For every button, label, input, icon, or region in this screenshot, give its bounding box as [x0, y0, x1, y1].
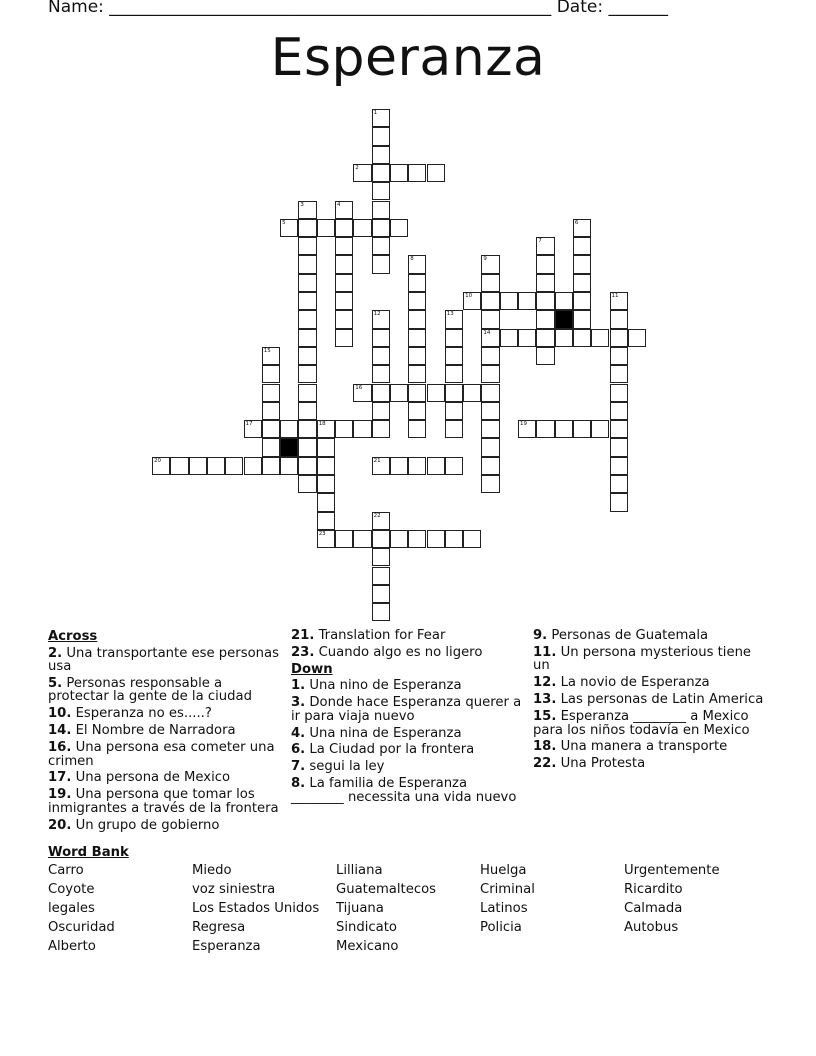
grid-cell[interactable]	[353, 164, 371, 182]
word-bank-entry: Urgentemente	[624, 863, 720, 878]
grid-cell[interactable]	[610, 457, 628, 475]
grid-cell[interactable]	[610, 292, 628, 310]
word-bank-entry: Guatemaltecos	[336, 882, 437, 897]
grid-cell[interactable]	[536, 292, 554, 310]
clue-item	[48, 724, 284, 738]
grid-cell[interactable]	[262, 457, 280, 475]
grid-cell[interactable]	[372, 146, 390, 164]
grid-cell[interactable]	[481, 347, 499, 365]
grid-cell[interactable]	[335, 310, 353, 328]
grid-cell[interactable]	[372, 347, 390, 365]
clue-number-label: 13.	[533, 692, 557, 708]
clue-text: Una persona que tomar los inmigrantes a través de la frontera	[48, 787, 279, 816]
clue-item	[291, 727, 523, 741]
word-bank-entry: Alberto	[48, 939, 96, 954]
clue-number: 11	[611, 293, 619, 299]
clue-text: Esperanza no es.....?	[71, 706, 212, 722]
clue-number: 2	[355, 164, 359, 171]
clue-number: 5	[282, 219, 286, 226]
word-bank-entry: Criminal	[480, 882, 535, 897]
grid-cell[interactable]	[445, 347, 463, 365]
clue-text: Una persona esa cometer una crimen	[48, 740, 275, 769]
grid-cell[interactable]	[408, 384, 426, 402]
clue-text: Un persona mysterious tiene un	[533, 644, 752, 674]
grid-cell[interactable]	[317, 438, 335, 456]
clue-number: 3	[300, 201, 304, 208]
grid-cell[interactable]	[317, 530, 335, 548]
word-bank-entry: Regresa	[192, 920, 246, 935]
clue-text: Una transportante ese personas usa	[48, 645, 279, 674]
grid-cell[interactable]	[427, 164, 445, 182]
clue-number-label: 18.	[533, 739, 557, 755]
grid-cell[interactable]	[372, 457, 390, 475]
grid-cell[interactable]	[207, 457, 225, 475]
word-bank-entry: Mexicano	[336, 939, 399, 954]
grid-cell[interactable]	[445, 402, 463, 420]
grid-cell[interactable]	[372, 402, 390, 420]
grid-cell[interactable]	[555, 420, 573, 438]
word-bank-title: Word Bank	[48, 845, 129, 860]
grid-cell[interactable]	[317, 420, 335, 438]
clue-item	[533, 757, 769, 771]
grid-cell[interactable]	[481, 402, 499, 420]
grid-cell[interactable]	[298, 420, 316, 438]
grid-cell[interactable]	[427, 384, 445, 402]
grid-cell[interactable]	[463, 384, 481, 402]
grid-cell[interactable]	[463, 530, 481, 548]
word-bank-entry: Latinos	[480, 901, 528, 916]
clue-item	[291, 629, 523, 643]
grid-cell[interactable]	[298, 219, 316, 237]
grid-cell[interactable]	[408, 255, 426, 273]
clue-item	[48, 771, 284, 785]
grid-cell[interactable]	[390, 530, 408, 548]
grid-cell[interactable]	[390, 164, 408, 182]
grid-cell[interactable]	[262, 420, 280, 438]
grid-cell[interactable]	[372, 182, 390, 200]
grid-cell[interactable]	[445, 457, 463, 475]
grid-cell[interactable]	[555, 292, 573, 310]
grid-cell[interactable]	[481, 329, 499, 347]
grid-cell[interactable]	[335, 274, 353, 292]
grid-cell[interactable]	[372, 219, 390, 237]
grid-cell[interactable]	[262, 384, 280, 402]
grid-cell[interactable]	[573, 219, 591, 237]
grid-cell[interactable]	[225, 457, 243, 475]
grid-cell[interactable]	[298, 237, 316, 255]
grid-cell[interactable]	[445, 384, 463, 402]
clue-text: Translation for Fear	[314, 628, 446, 643]
clue-item	[533, 710, 769, 737]
clue-item	[291, 743, 523, 757]
clue-number-label: 2.	[48, 645, 63, 661]
clue-text: Las personas de Latin America	[556, 692, 764, 708]
grid-cell[interactable]	[335, 530, 353, 548]
clue-text: Cuando algo es no ligero	[314, 644, 483, 660]
grid-cell[interactable]	[298, 347, 316, 365]
grid-cell[interactable]	[335, 219, 353, 237]
grid-cell[interactable]	[610, 420, 628, 438]
grid-cell[interactable]	[408, 457, 426, 475]
grid-cell[interactable]	[372, 237, 390, 255]
clue-item	[533, 740, 769, 754]
clue-number: 8	[410, 256, 414, 263]
word-bank-entry: Huelga	[480, 863, 527, 878]
word-bank-entry: Tijuana	[336, 901, 384, 916]
grid-cell[interactable]	[298, 274, 316, 292]
grid-cell[interactable]	[372, 603, 390, 621]
clue-number-label: 16.	[48, 740, 72, 756]
clue-text: Una nina de Esperanza	[305, 725, 462, 741]
grid-cell[interactable]	[610, 347, 628, 365]
clue-number-label: 9.	[533, 628, 548, 643]
grid-cell[interactable]	[317, 512, 335, 530]
grid-cell[interactable]	[445, 420, 463, 438]
grid-cell[interactable]	[262, 347, 280, 365]
grid-cell[interactable]	[372, 164, 390, 182]
clues-column-2	[291, 628, 523, 808]
grid-cell[interactable]	[481, 310, 499, 328]
word-bank-entry: Autobus	[624, 920, 679, 935]
clue-number-label: 4.	[291, 725, 306, 741]
word-bank-entry: Esperanza	[192, 939, 261, 954]
grid-cell[interactable]	[573, 274, 591, 292]
clue-item	[291, 696, 523, 723]
grid-cell[interactable]	[445, 310, 463, 328]
clue-number: 13	[446, 311, 454, 318]
grid-cell[interactable]	[372, 127, 390, 145]
clue-text: El Nombre de Narradora	[71, 723, 236, 739]
clue-text: Personas responsable a protectar la gente de la ciudad	[48, 675, 252, 705]
clue-number: 6	[574, 219, 579, 226]
grid-cell[interactable]	[445, 329, 463, 347]
grid-cell[interactable]	[518, 420, 536, 438]
grid-cell[interactable]	[189, 457, 207, 475]
clue-number: 9	[483, 256, 487, 263]
grid-cell[interactable]	[262, 438, 280, 456]
grid-cell[interactable]	[591, 329, 609, 347]
grid-cell[interactable]	[573, 237, 591, 255]
clue-text: La novio de Esperanza	[556, 675, 710, 691]
clue-number: 12	[373, 311, 381, 318]
grid-cell[interactable]	[298, 201, 316, 219]
grid-cell[interactable]	[573, 310, 591, 328]
clue-text: segui la ley	[305, 759, 385, 775]
grid-cell[interactable]	[610, 493, 628, 511]
grid-cell[interactable]	[408, 530, 426, 548]
grid-cell[interactable]	[481, 457, 499, 475]
grid-cell[interactable]	[335, 201, 353, 219]
grid-cell[interactable]	[353, 384, 371, 402]
grid-cell[interactable]	[372, 384, 390, 402]
clue-number-label: 7.	[291, 759, 306, 775]
grid-cell[interactable]	[481, 420, 499, 438]
word-bank-entry: Los Estados Unidos	[192, 901, 320, 916]
word-bank-entry: Carro	[48, 863, 84, 878]
clue-number-label: 3.	[291, 695, 306, 711]
clue-text: Esperanza ________ a Mexico para los niños todavía en Mexico	[533, 709, 750, 738]
clue-number-label: 22.	[533, 756, 557, 772]
grid-cell[interactable]	[298, 475, 316, 493]
clue-number-label: 6.	[291, 742, 306, 758]
grid-cell[interactable]	[573, 420, 591, 438]
grid-cell[interactable]	[573, 292, 591, 310]
clue-number-label: 1.	[291, 678, 306, 694]
clue-number-label: 23.	[291, 644, 315, 660]
word-bank-entry: Oscuridad	[48, 920, 115, 935]
grid-cell[interactable]	[481, 475, 499, 493]
clue-item	[48, 677, 284, 704]
grid-cell[interactable]	[481, 384, 499, 402]
clue-text: La familia de Esperanza ________ necessita una vida nuevo	[291, 776, 517, 805]
grid-cell[interactable]	[610, 475, 628, 493]
grid-cell[interactable]	[298, 384, 316, 402]
clue-text: Personas de Guatemala	[547, 628, 709, 643]
grid-cell[interactable]	[372, 201, 390, 219]
clue-number: 22	[373, 512, 381, 519]
clue-item	[533, 693, 769, 707]
black-square	[280, 438, 298, 456]
clue-text: Una nino de Esperanza	[305, 678, 462, 694]
clue-number-label: 14.	[48, 723, 72, 739]
clue-number-label: 21.	[291, 628, 315, 643]
grid-cell[interactable]	[335, 420, 353, 438]
grid-cell[interactable]	[280, 457, 298, 475]
word-bank-entry: Policia	[480, 920, 522, 935]
grid-cell[interactable]	[573, 329, 591, 347]
grid-cell[interactable]	[372, 365, 390, 383]
grid-cell[interactable]	[298, 329, 316, 347]
grid-cell[interactable]	[610, 365, 628, 383]
clue-text: La Ciudad por la frontera	[305, 742, 475, 758]
grid-cell[interactable]	[298, 255, 316, 273]
grid-cell[interactable]	[244, 457, 262, 475]
grid-cell[interactable]	[536, 274, 554, 292]
grid-cell[interactable]	[390, 219, 408, 237]
grid-cell[interactable]	[445, 365, 463, 383]
grid-cell[interactable]	[500, 329, 518, 347]
name-date-line: Name: ____________________________________________________ Date: _______	[48, 0, 668, 17]
clue-text: Una Protesta	[556, 756, 646, 772]
grid-cell[interactable]	[298, 310, 316, 328]
grid-cell[interactable]	[353, 219, 371, 237]
grid-cell[interactable]	[408, 365, 426, 383]
grid-cell[interactable]	[298, 457, 316, 475]
clue-number-label: 12.	[533, 675, 557, 691]
grid-cell[interactable]	[408, 347, 426, 365]
grid-cell[interactable]	[536, 237, 554, 255]
grid-cell[interactable]	[372, 585, 390, 603]
grid-cell[interactable]	[372, 255, 390, 273]
word-bank-entry: Sindicato	[336, 920, 397, 935]
grid-cell[interactable]	[610, 310, 628, 328]
clue-number-label: 5.	[48, 675, 63, 691]
grid-cell[interactable]	[481, 365, 499, 383]
black-square	[555, 310, 573, 328]
clue-item	[291, 679, 523, 693]
grid-cell[interactable]	[408, 329, 426, 347]
grid-cell[interactable]	[481, 438, 499, 456]
grid-cell[interactable]	[408, 402, 426, 420]
clue-number-label: 17.	[48, 770, 72, 786]
grid-cell[interactable]	[335, 255, 353, 273]
grid-cell[interactable]	[628, 329, 646, 347]
grid-cell[interactable]	[317, 219, 335, 237]
down-heading: Down	[291, 661, 333, 677]
grid-cell[interactable]	[244, 420, 262, 438]
clue-item	[48, 707, 284, 721]
across-heading: Across	[48, 629, 98, 644]
grid-cell[interactable]	[372, 530, 390, 548]
puzzle-title: Esperanza	[270, 28, 546, 88]
grid-cell[interactable]	[170, 457, 188, 475]
clue-number: 14	[483, 329, 491, 336]
clue-number: 4	[337, 201, 341, 208]
grid-cell[interactable]	[152, 457, 170, 475]
grid-cell[interactable]	[610, 329, 628, 347]
grid-cell[interactable]	[317, 457, 335, 475]
word-bank-entry: Ricardito	[624, 882, 683, 897]
clue-text: Una manera a transporte	[556, 739, 728, 755]
grid-cell[interactable]	[610, 384, 628, 402]
grid-cell[interactable]	[372, 567, 390, 585]
grid-cell[interactable]	[536, 329, 554, 347]
grid-cell[interactable]	[372, 420, 390, 438]
clue-number-label: 19.	[48, 787, 72, 803]
grid-cell[interactable]	[536, 310, 554, 328]
grid-cell[interactable]	[518, 292, 536, 310]
grid-cell[interactable]	[573, 255, 591, 273]
clue-number-label: 8.	[291, 776, 306, 792]
grid-cell[interactable]	[610, 438, 628, 456]
clue-number-label: 20.	[48, 817, 72, 833]
clue-number: 19	[520, 421, 527, 428]
clue-text: Una persona de Mexico	[71, 770, 231, 786]
grid-cell[interactable]	[445, 530, 463, 548]
grid-cell[interactable]	[390, 457, 408, 475]
clue-item	[48, 647, 284, 674]
clue-number: 16	[355, 384, 363, 391]
clue-item	[291, 760, 523, 774]
grid-cell[interactable]	[536, 420, 554, 438]
word-bank-entry: legales	[48, 901, 95, 916]
clue-number-label: 11.	[533, 644, 557, 660]
grid-cell[interactable]	[335, 237, 353, 255]
clue-number: 1	[373, 110, 378, 116]
grid-cell[interactable]	[372, 512, 390, 530]
grid-cell[interactable]	[298, 402, 316, 420]
grid-cell[interactable]	[262, 365, 280, 383]
clue-text: Donde hace Esperanza querer a ir para viaja nuevo	[291, 695, 522, 724]
word-bank-entry: Lilliana	[336, 863, 383, 878]
grid-cell[interactable]	[353, 420, 371, 438]
grid-cell[interactable]	[518, 329, 536, 347]
clue-item	[533, 676, 769, 690]
grid-cell[interactable]	[298, 365, 316, 383]
clue-item	[533, 646, 769, 673]
grid-cell[interactable]	[280, 420, 298, 438]
grid-cell[interactable]	[372, 310, 390, 328]
grid-cell[interactable]	[555, 329, 573, 347]
grid-cell[interactable]	[427, 457, 445, 475]
grid-cell[interactable]	[408, 164, 426, 182]
grid-cell[interactable]	[408, 292, 426, 310]
clue-number: 7	[538, 238, 542, 245]
clue-item	[48, 819, 284, 833]
word-bank-entry: Calmada	[624, 901, 683, 916]
clue-number: 20	[154, 457, 161, 464]
grid-cell[interactable]	[372, 548, 390, 566]
clue-number: 15	[263, 347, 271, 354]
clues-column-3	[533, 628, 769, 774]
grid-cell[interactable]	[481, 292, 499, 310]
grid-cell[interactable]	[262, 402, 280, 420]
grid-cell[interactable]	[390, 384, 408, 402]
clue-item	[291, 646, 523, 660]
grid-cell[interactable]	[353, 530, 371, 548]
grid-cell[interactable]	[610, 402, 628, 420]
grid-cell[interactable]	[317, 475, 335, 493]
word-bank-entry: Coyote	[48, 882, 95, 897]
grid-cell[interactable]	[536, 255, 554, 273]
clue-item	[291, 777, 523, 804]
grid-cell[interactable]	[536, 347, 554, 365]
clue-item	[48, 788, 284, 815]
clue-text: Un grupo de gobierno	[71, 817, 220, 833]
grid-cell[interactable]	[500, 292, 518, 310]
clues-column-1	[48, 628, 284, 836]
grid-cell[interactable]	[408, 420, 426, 438]
grid-cell[interactable]	[280, 219, 298, 237]
grid-cell[interactable]	[427, 530, 445, 548]
grid-cell[interactable]	[463, 292, 481, 310]
clue-number: 10	[465, 293, 473, 299]
grid-cell[interactable]	[298, 292, 316, 310]
clue-item	[533, 629, 769, 643]
grid-cell[interactable]	[335, 329, 353, 347]
grid-cell[interactable]	[372, 329, 390, 347]
clue-number: 17	[245, 421, 253, 428]
grid-cell[interactable]	[335, 292, 353, 310]
grid-cell[interactable]	[408, 310, 426, 328]
grid-cell[interactable]	[298, 438, 316, 456]
word-bank-entry: Miedo	[192, 863, 232, 878]
grid-cell[interactable]	[408, 274, 426, 292]
clue-number: 18	[318, 421, 326, 428]
grid-cell[interactable]	[372, 109, 390, 127]
clue-number: 23	[318, 530, 326, 537]
clue-number: 21	[373, 457, 381, 464]
clue-number-label: 15.	[533, 709, 557, 725]
grid-cell[interactable]	[591, 420, 609, 438]
grid-cell[interactable]	[317, 493, 335, 511]
clue-number-label: 10.	[48, 706, 72, 722]
grid-cell[interactable]	[481, 255, 499, 273]
grid-cell[interactable]	[481, 274, 499, 292]
word-bank-entry: voz siniestra	[192, 882, 276, 897]
clue-item	[48, 741, 284, 768]
